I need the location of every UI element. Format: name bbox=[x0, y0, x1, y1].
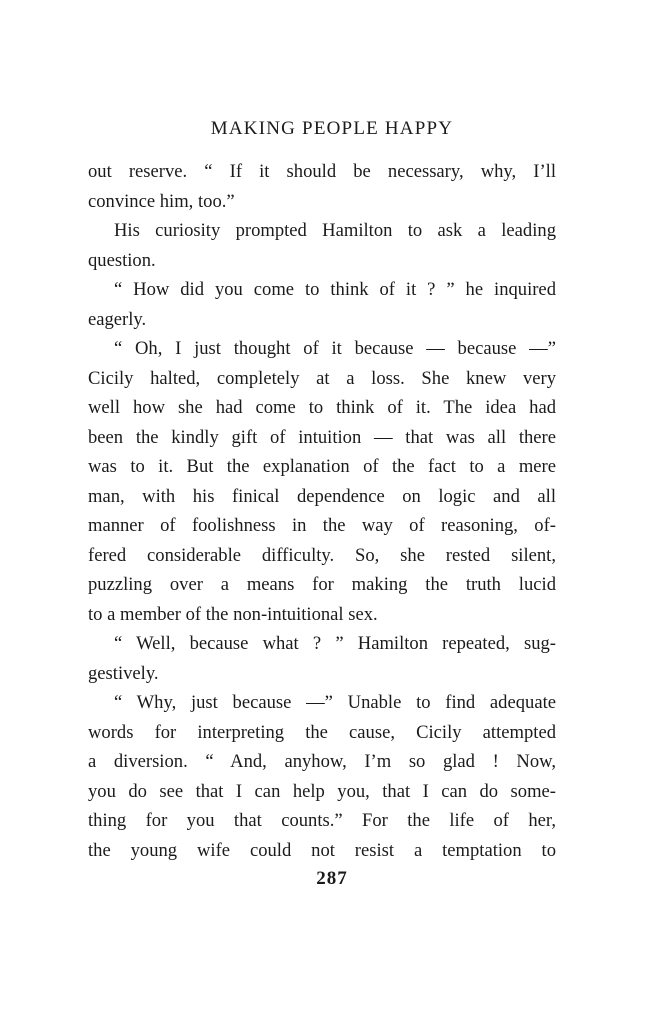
text-line: a diversion. “ And, anyhow, I’m so glad ! Now, bbox=[88, 751, 556, 772]
text-line: gestively. bbox=[88, 662, 159, 684]
text-line: His curiosity prompted Hamilton to ask a leading bbox=[114, 220, 556, 241]
text-line: convince him, too.” bbox=[88, 190, 235, 212]
text-line: you do see that I can help you, that I can do some- bbox=[88, 780, 556, 802]
text-line: “ How did you come to think of it ? ” he inquired bbox=[114, 279, 556, 300]
text-line: eagerly. bbox=[88, 308, 147, 330]
body-text bbox=[88, 157, 556, 865]
text-line: question. bbox=[88, 249, 156, 271]
page-number: 287 bbox=[316, 868, 348, 889]
text-line: “ Oh, I just thought of it because — because —” bbox=[114, 338, 556, 359]
text-line: “ Well, because what ? ” Hamilton repeated, sug- bbox=[114, 633, 556, 654]
text-line: was to it. But the explanation of the fact to a mere bbox=[88, 456, 556, 477]
text-line: to a member of the non-intuitional sex. bbox=[88, 603, 378, 625]
text-line: man, with his finical dependence on logic and all bbox=[88, 485, 556, 507]
text-line: thing for you that counts.” For the life of her, bbox=[88, 810, 556, 831]
text-line: manner of foolishness in the way of reasoning, of- bbox=[88, 515, 556, 536]
text-line: out reserve. “ If it should be necessary, why, I’ll bbox=[88, 161, 556, 182]
text-line: puzzling over a means for making the truth lucid bbox=[88, 574, 556, 595]
text-line: “ Why, just because —” Unable to find adequate bbox=[114, 692, 556, 713]
text-line: been the kindly gift of intuition — that was all there bbox=[88, 426, 556, 448]
running-head: MAKING PEOPLE HAPPY bbox=[210, 118, 454, 139]
text-line: the young wife could not resist a temptation to bbox=[88, 839, 556, 861]
text-line: fered considerable difficulty. So, she rested silent, bbox=[88, 544, 556, 566]
text-line: words for interpreting the cause, Cicily attempted bbox=[88, 721, 556, 743]
text-line: Cicily halted, completely at a loss. She knew very bbox=[88, 367, 556, 389]
text-line: well how she had come to think of it. The idea had bbox=[88, 397, 556, 418]
